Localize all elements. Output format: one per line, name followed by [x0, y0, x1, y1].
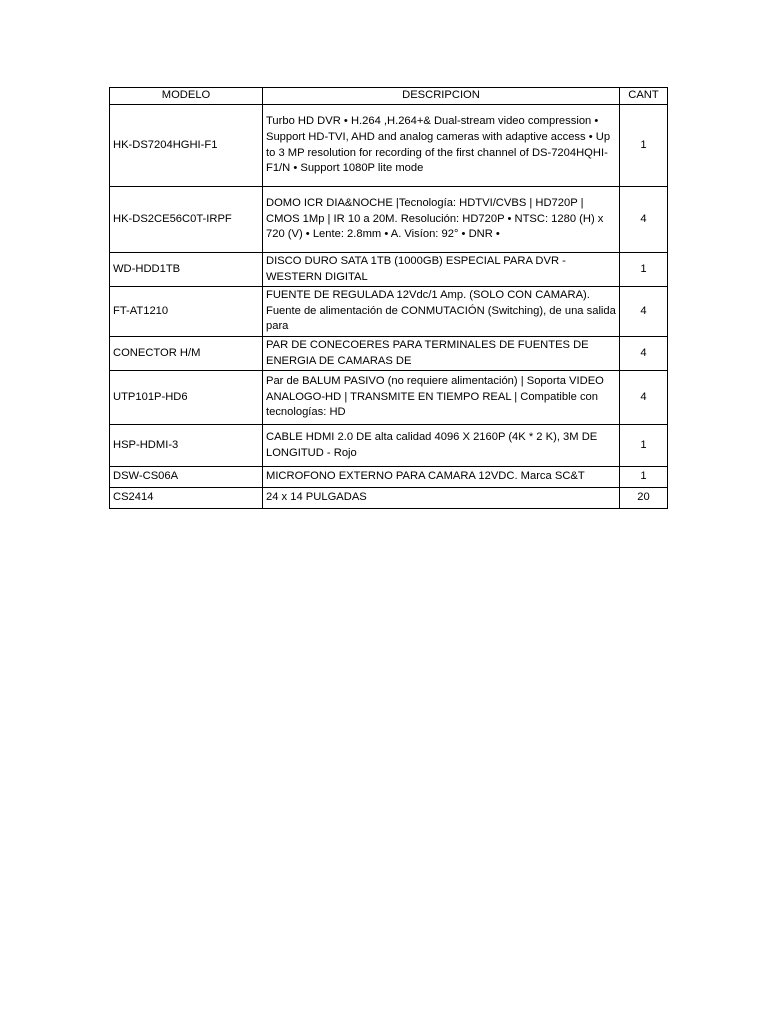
cell-quantity: 4 — [620, 287, 668, 337]
cell-model: WD-HDD1TB — [110, 253, 263, 287]
table-row — [110, 425, 668, 467]
cell-description: MICROFONO EXTERNO PARA CAMARA 12VDC. Marca SC&T — [263, 467, 620, 488]
cell-quantity: 1 — [620, 105, 668, 187]
cell-model: HK-DS7204HGHI-F1 — [110, 105, 263, 187]
cell-description: FUENTE DE REGULADA 12Vdc/1 Amp. (SOLO CON CAMARA). Fuente de alimentación de CONMUTACIÓN (Switching), de una salida para — [263, 287, 620, 337]
cell-model: DSW-CS06A — [110, 467, 263, 488]
cell-description: DOMO ICR DIA&NOCHE |Tecnología: HDTVI/CVBS | HD720P | CMOS 1Mp | IR 10 a 20M. Resolución: HD720P • NTSC: 1280 (H) x 720 (V) • Lente: 2.8mm • A. Visíon: 92° • DNR • — [263, 187, 620, 253]
header-description: DESCRIPCION — [263, 88, 620, 105]
table-header-row — [110, 88, 668, 105]
table-row — [110, 187, 668, 253]
cell-description: CABLE HDMI 2.0 DE alta calidad 4096 X 2160P (4K * 2 K), 3M DE LONGITUD - Rojo — [263, 425, 620, 467]
header-quantity: CANT — [620, 88, 668, 105]
table-row — [110, 371, 668, 425]
table-row — [110, 467, 668, 488]
table-row — [110, 488, 668, 509]
cell-model: HK-DS2CE56C0T-IRPF — [110, 187, 263, 253]
cell-description: DISCO DURO SATA 1TB (1000GB) ESPECIAL PARA DVR - WESTERN DIGITAL — [263, 253, 620, 287]
cell-model: UTP101P-HD6 — [110, 371, 263, 425]
cell-description: Turbo HD DVR • H.264 ,H.264+& Dual-stream video compression • Support HD-TVI, AHD and analog cameras with adaptive access • Up to 3 MP resolution for recording of the first channel of DS-7204HQHI-F1/N • Support 1080P lite mode — [263, 105, 620, 187]
product-table — [109, 87, 668, 509]
cell-quantity: 4 — [620, 337, 668, 371]
cell-quantity: 1 — [620, 253, 668, 287]
cell-quantity: 1 — [620, 467, 668, 488]
cell-quantity: 4 — [620, 371, 668, 425]
header-model: MODELO — [110, 88, 263, 105]
cell-quantity: 4 — [620, 187, 668, 253]
cell-quantity: 1 — [620, 425, 668, 467]
table-row — [110, 337, 668, 371]
cell-quantity: 20 — [620, 488, 668, 509]
table-row — [110, 287, 668, 337]
cell-model: CS2414 — [110, 488, 263, 509]
table-row — [110, 253, 668, 287]
cell-model: HSP-HDMI-3 — [110, 425, 263, 467]
cell-description: Par de BALUM PASIVO (no requiere alimentación) | Soporta VIDEO ANALOGO-HD | TRANSMITE EN TIEMPO REAL | Compatible con tecnologías: HD — [263, 371, 620, 425]
table-row — [110, 105, 668, 187]
cell-description: PAR DE CONECOERES PARA TERMINALES DE FUENTES DE ENERGIA DE CAMARAS DE — [263, 337, 620, 371]
cell-model: FT-AT1210 — [110, 287, 263, 337]
cell-model: CONECTOR H/M — [110, 337, 263, 371]
cell-description: 24 x 14 PULGADAS — [263, 488, 620, 509]
